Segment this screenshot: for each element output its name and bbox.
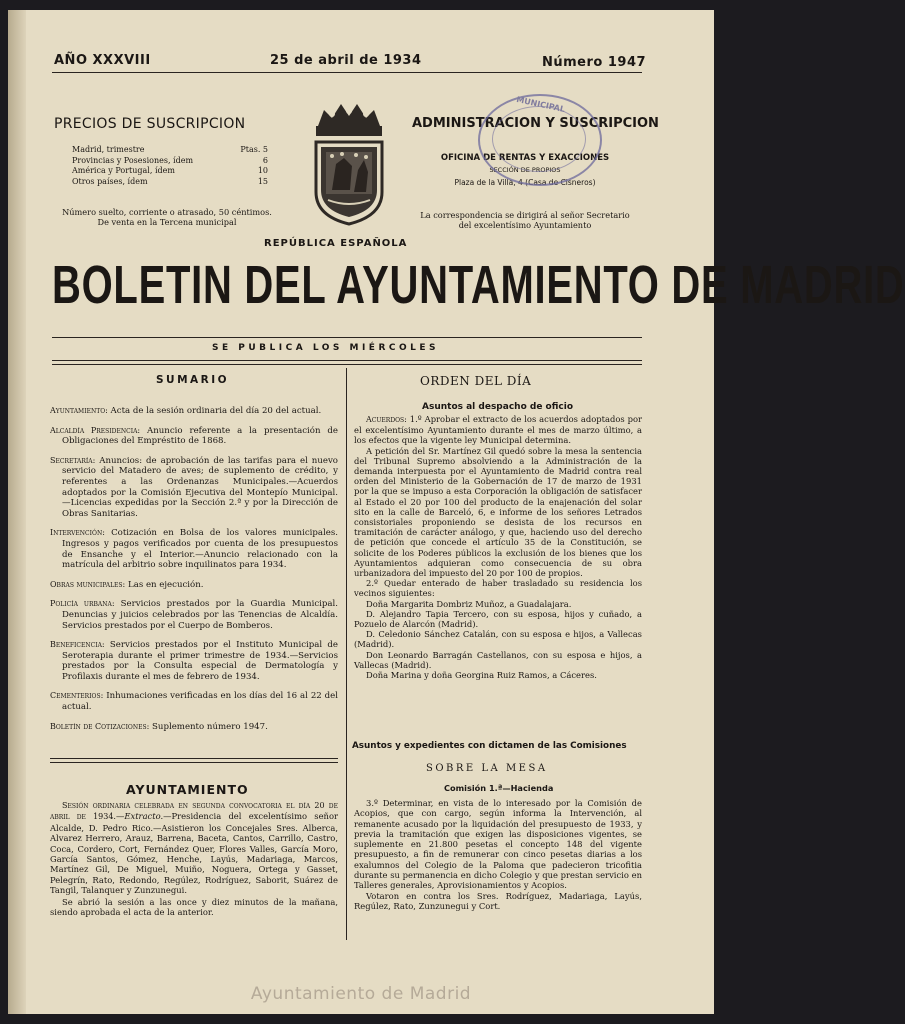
sobre-la-mesa: SOBRE LA MESA	[426, 763, 548, 774]
ayuntamiento-rule	[50, 758, 338, 763]
comision-body	[354, 798, 642, 911]
sumario-item: Ayuntamiento: Acta de la sesión ordinaria del día 20 del actual.	[50, 406, 322, 416]
vecino-1: Doña Margarita Dombriz Muñoz, a Guadalajara.	[366, 598, 572, 609]
sumario-title: SUMARIO	[156, 374, 230, 386]
masthead-rule-top	[52, 337, 642, 338]
acuerdo-1: Acuerdos: 1.º Aprobar el extracto de los acuerdos adoptados por el excelentísimo Ayuntamiento durante el mes de marzo último, a los efectos que la vigente ley Municipal determina.	[354, 414, 642, 446]
administration-section: SECCIÓN DE PROPIOS	[489, 166, 561, 174]
sumario-item: Beneficencia: Servicios prestados por el Instituto Municipal de Seroterapia durante el primer trimestre de 1934.—Servicios prestados por la Consulta especial de Dermatología y Profilaxis durante el mes de febrero de 1934.	[50, 640, 338, 682]
sumario-item: Policía urbana: Servicios prestados por la Guardia Municipal. Denuncias y juicios celebrados por las Tenencias de Alcaldía. Servicios prestados por el Cuerpo de Bomberos.	[50, 599, 338, 631]
administration-office: OFICINA DE RENTAS Y EXACCIONES	[440, 153, 610, 163]
price-row: Madrid, trimestre Ptas. 5	[72, 145, 268, 154]
acuerdo-2: 2.º Quedar enterado de haber trasladado su residencia los vecinos siguientes:	[354, 578, 642, 599]
administration-title: ADMINISTRACION Y SUSCRIPCION	[412, 116, 659, 131]
binding-edge	[8, 10, 26, 1014]
sumario-item: Boletín de Cotizaciones: Suplemento número 1947.	[50, 721, 268, 732]
subscription-price-list	[72, 145, 268, 187]
ayuntamiento-body	[50, 800, 338, 924]
stamp-text: MUNICIPAL	[515, 94, 566, 115]
session-opening-paragraph: Se abrió la sesión a las once y diez minutos de la mañana, siendo aprobada el acta de la anterior.	[50, 896, 338, 918]
ayuntamiento-title: AYUNTAMIENTO	[126, 782, 249, 797]
vecino-3: D. Celedonio Sánchez Catalán, con su esposa e hijos, a Vallecas (Madrid).	[354, 629, 642, 650]
price-row: Provincias y Posesiones, ídem 6	[72, 155, 268, 165]
session-paragraph: Sesión ordinaria celebrada en segunda convocatoria el día 20 de abril de 1934.—Extracto.—Presidencia del excelentísimo señor Alcalde, D. Pedro Rico.—Asistieron los Concejales Sres. Alberca, Alvarez Herrero, Arauz, Barrena, Baceta, Cantos, Carrillo, Castro, Coca, Cordero, Cort, Fernández Quer, Flores Valles, García Moro, García Santos, Gómez, Henche, Layús, Madariaga, Marcos, Martínez Gil, De Miguel, Muiño, Noguera, Ortega y Gasset, Pelegrín, Rato, Redondo, Regúlez, Rodríguez, Saborit, Suárez de Tangil, Talanquer y Zunzunegui.	[50, 801, 338, 896]
masthead-title: BOLETIN DEL AYUNTAMIENTO DE MADRID	[52, 255, 905, 315]
acuerdo-3: 3.º Determinar, en vista de lo interesado por la Comisión de Acopios, que con cargo, según informa la Intervención, al remanente acusado por la liquidación del presupuesto de 1933, y previa la tramitación que exigen las disposiciones vigentes, se suplemente en 21.800 pesetas el concepto 148 del vigente presupuesto, a fin de remunerar con cinco pesetas diarias a los exalumnos del Colegio de la Paloma que padecieron tricofitia durante su permanencia en dicho Colegio y que prestan servicio en Talleres generales, Aprovisionamientos y Acopios.	[354, 798, 642, 891]
issue-date: 25 de abril de 1934	[270, 53, 422, 68]
orden-body	[354, 414, 642, 680]
votacion-paragraph: Votaron en contra los Sres. Rodríguez, Madariaga, Layús, Regúlez, Rato, Zunzunegui y Cort.	[354, 890, 642, 911]
sumario-item: Secretaría: Anuncios: de aprobación de las tarifas para el nuevo servicio del Matadero de aves; de suplemento de crédito, y referentes a las Ordenanzas Municipales.—Acuerdos adoptados por la Comisión Ejecutiva del Montepío Municipal.—Licencias expedidas por la Sección 2.ª y por la Dirección de Obras Sanitarias.	[50, 455, 338, 519]
vecino-2: D. Alejandro Tapia Tercero, con su esposa, hijos y cuñado, a Pozuelo de Alarcón (Madrid).	[354, 608, 642, 630]
sumario-item: Intervención: Cotización en Bolsa de los valores municipales. Ingresos y pagos verificados por cuenta de los presupuestos de Ensanche y el Interior.—Anuncio relacionado con la matrícula del arbitrio sobre inquilinatos para 1934.	[50, 528, 338, 571]
masthead-rule-bottom	[52, 360, 642, 365]
orden-title: ORDEN DEL DÍA	[420, 374, 532, 388]
sumario-list	[50, 406, 338, 741]
sumario-item: Alcaldía Presidencia: Anuncio referente a la presentación de Obligaciones del Empréstito de 1868.	[50, 425, 339, 447]
price-row: Otros países, ídem 15	[72, 176, 268, 186]
administration-address: Plaza de la Villa, 4 (Casa de Cisneros)	[454, 178, 596, 187]
madrid-coat-of-arms	[308, 100, 390, 228]
stamp-inner-ring	[492, 106, 586, 172]
issue-number: Número 1947	[542, 55, 647, 70]
issue-year: AÑO XXXVIII	[54, 53, 151, 68]
administration-notes: La correspondencia se dirigirá al señor Secretario del excelentísimo Ayuntamiento	[420, 210, 630, 231]
header-rule	[52, 72, 642, 73]
archive-watermark: Ayuntamiento de Madrid	[250, 984, 472, 1004]
orden-subtitle: Asuntos al despacho de oficio	[422, 402, 574, 412]
sumario-item: Cementerios: Inhumaciones verificadas en los días del 16 al 22 del actual.	[50, 691, 338, 713]
price-row: América y Portugal, ídem 10	[72, 166, 268, 175]
column-divider	[346, 368, 347, 940]
subscription-title: PRECIOS DE SUSCRIPCION	[54, 116, 246, 132]
comisiones-subtitle: Asuntos y expedientes con dictamen de las Comisiones	[352, 741, 627, 751]
comision-hacienda: Comisión 1.ª—Hacienda	[444, 783, 554, 793]
tagline: SE PUBLICA LOS MIÉRCOLES	[212, 343, 439, 353]
municipal-stamp	[478, 94, 602, 186]
vecino-4: Don Leonardo Barragán Castellanos, con su esposa e hijos, a Vallecas (Madrid).	[354, 649, 642, 670]
sentencia-paragraph: A petición del Sr. Martínez Gil quedó sobre la mesa la sentencia del Tribunal Supremo absolviendo a la Administración de la demanda interpuesta por el Ayuntamiento de Madrid contra real orden del Ministerio de la Gobernación de 17 de marzo de 1931 por la que se impuso a esta Corporación la obligación de satisfacer al Estado el 20 por 100 del producto de la enajenación del solar sito en la calle de Barceló, 6, e informe de los señores Letrados consistoriales proponiendo se desista de los recursos en tramitación de carácter análogo, y que, haciendo uso del derecho de petición que concede el artículo 35 de la Constitución, se solicite de los Poderes públicos la exclusión de los bienes que los Ayuntamientos adquieran como consecuencia de su obra urbanizadora del impuesto del 20 por 100 de propios.	[354, 445, 642, 579]
sumario-item: Obras municipales: Las en ejecución.	[50, 579, 204, 590]
subscription-notes: Número suelto, corriente o atrasado, 50 céntimos. De venta en la Tercena municipal	[62, 207, 272, 228]
newspaper-page	[8, 10, 905, 1014]
republic-label: REPÚBLICA ESPAÑOLA	[264, 238, 408, 249]
vecino-5: Doña Marina y doña Georgina Ruiz Ramos, a Cáceres.	[366, 670, 597, 681]
